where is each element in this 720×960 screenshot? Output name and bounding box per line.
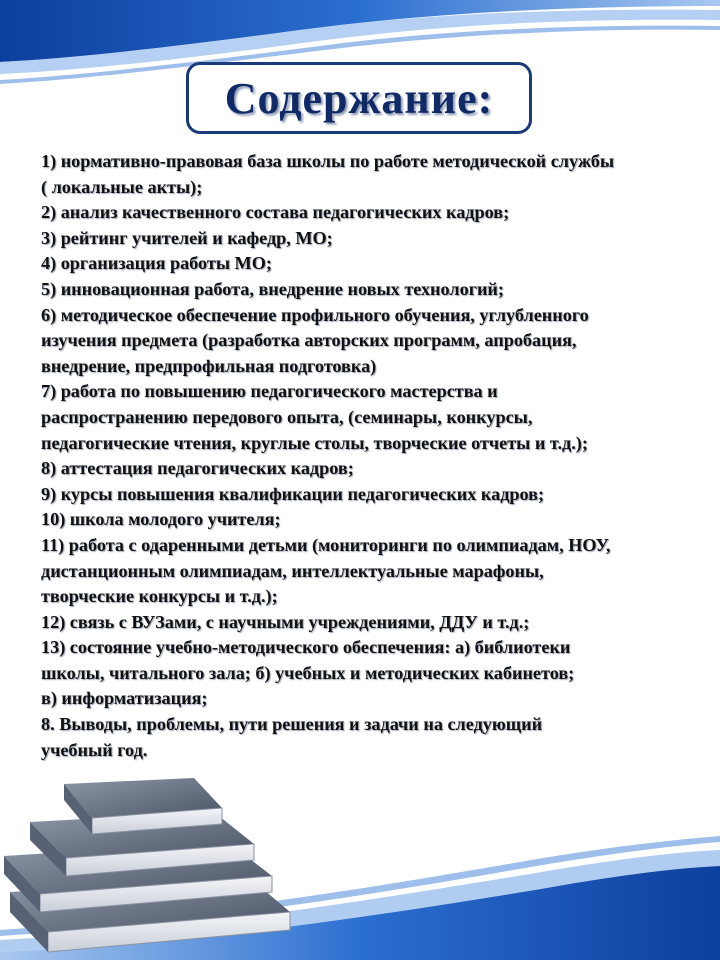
list-item: школы, читального зала; б) учебных и методических кабинетов; bbox=[41, 662, 575, 683]
list-item: 8. Выводы, проблемы, пути решения и задачи на следующий bbox=[41, 714, 543, 735]
list-item: 1) нормативно-правовая база школы по работе методической службы bbox=[41, 151, 615, 171]
list-item: 11) работа с одаренными детьми (мониторинги по олимпиадам, НОУ, bbox=[41, 534, 611, 555]
list-item: дистанционным олимпиадам, интеллектуальные марафоны, bbox=[41, 560, 544, 581]
book-stack-image bbox=[0, 770, 360, 960]
list-item: внедрение, предпрофильная подготовка) bbox=[41, 355, 377, 376]
list-item: 6) методическое обеспечение профильного обучения, углубленного bbox=[41, 304, 589, 325]
list-item: ( локальные акты); bbox=[41, 176, 203, 197]
book-top bbox=[64, 778, 222, 834]
list-item: педагогические чтения, круглые столы, творческие отчеты и т.д.); bbox=[41, 432, 588, 453]
list-item: 3) рейтинг учителей и кафедр, МО; bbox=[41, 227, 333, 248]
list-item: в) информатизация; bbox=[41, 688, 208, 709]
list-item: 5) инновационная работа, внедрение новых технологий; bbox=[41, 278, 504, 299]
list-item: изучения предмета (разработка авторских программ, апробация, bbox=[41, 330, 577, 351]
list-item: 4) организация работы МО; bbox=[41, 253, 272, 274]
list-item: 10) школа молодого учителя; bbox=[41, 509, 281, 530]
list-item: творческие конкурсы и т.д.); bbox=[41, 586, 278, 607]
title-frame bbox=[186, 62, 532, 134]
list-item: 13) состояние учебно-методического обеспечения: а) библиотеки bbox=[41, 637, 571, 658]
list-item: учебный год. bbox=[41, 739, 148, 760]
list-item: 8) аттестация педагогических кадров; bbox=[41, 458, 354, 479]
list-item: 2) анализ качественного состава педагогических кадров; bbox=[41, 202, 510, 223]
page-title: Содержание: bbox=[224, 73, 494, 123]
list-item: 7) работа по повышению педагогического мастерства и bbox=[41, 381, 498, 402]
contents-list bbox=[41, 149, 691, 763]
list-item: 12) связь с ВУЗами, с научными учреждениями, ДДУ и т.д.; bbox=[41, 611, 530, 632]
list-item: 9) курсы повышения квалификации педагогических кадров; bbox=[41, 483, 545, 504]
list-item: распространению передового опыта, (семинары, конкурсы, bbox=[41, 406, 533, 427]
